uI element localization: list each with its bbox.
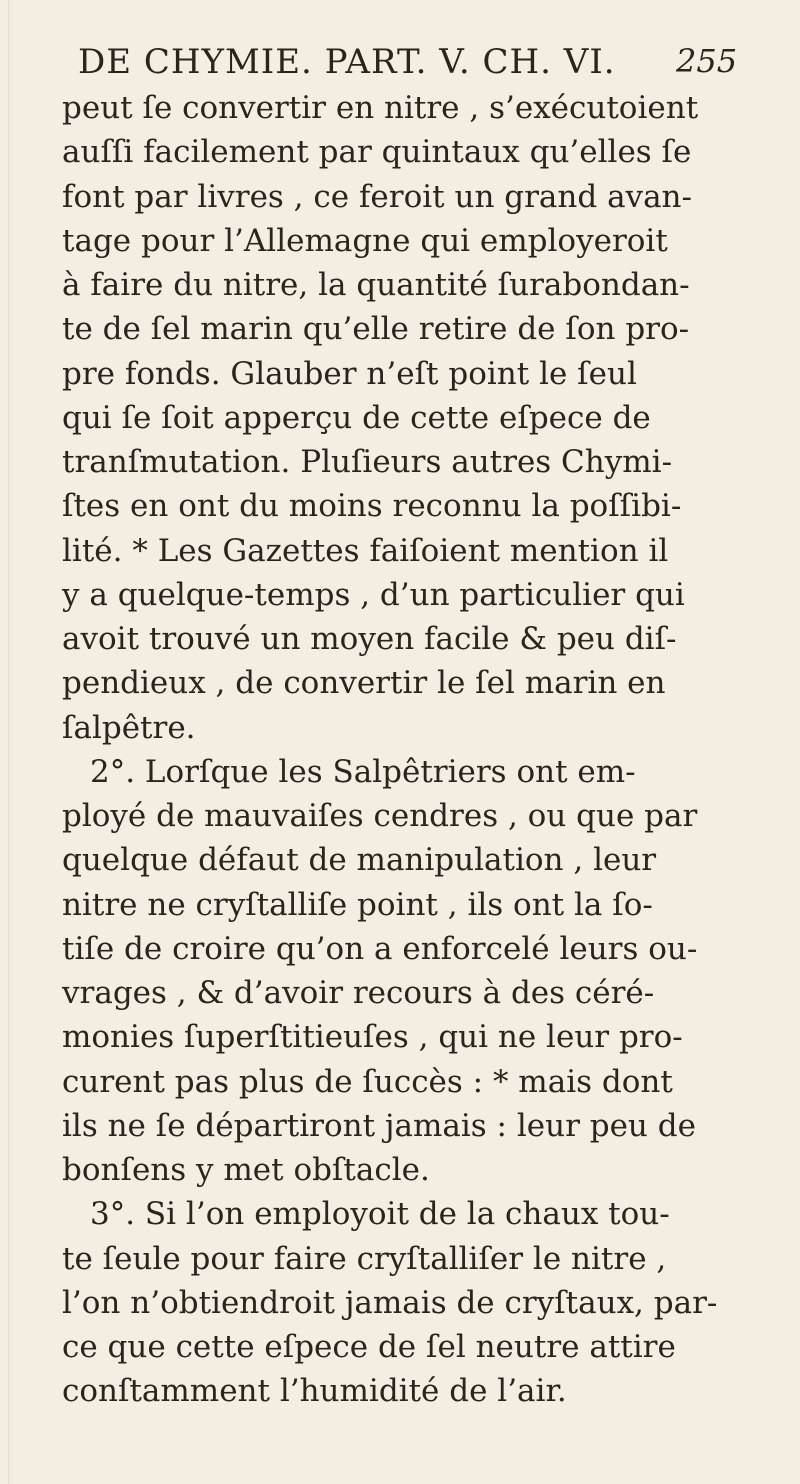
text-line: font par livres , ce feroit un grand avan- <box>62 178 692 215</box>
text-line: y a quelque-temps , d’un particulier qui <box>62 576 685 613</box>
text-line: l’on n’obtiendroit jamais de cryſtaux, par- <box>62 1284 718 1321</box>
text-line: te ſeule pour faire cryſtalliſer le nitre , <box>62 1240 667 1277</box>
running-header: DE CHYMIE. PART. V. CH. VI. <box>78 42 616 82</box>
text-line: tiſe de croire qu’on a enforcelé leurs ou- <box>62 930 698 967</box>
text-line: peut ſe convertir en nitre , s’exécutoient <box>62 90 699 126</box>
text-line: ſalpêtre. <box>62 709 196 746</box>
paragraph-start-line: 3°. Si l’on employoit de la chaux tou- <box>90 1196 670 1233</box>
paragraph-start-line: 2°. Lorſque les Salpêtriers ont em- <box>90 753 636 790</box>
text-line: ployé de mauvaiſes cendres , ou que par <box>62 798 698 834</box>
text-line: ils ne ſe départiront jamais : leur peu de <box>62 1107 696 1144</box>
text-line: monies ſuperſtitieuſes , qui ne leur pro- <box>62 1019 683 1056</box>
text-line: curent pas plus de ſuccès : * mais dont <box>62 1063 673 1100</box>
page-edge <box>8 0 9 1484</box>
text-line: lité. * Les Gazettes faiſoient mention il <box>62 532 669 569</box>
text-line: qui ſe ſoit apperçu de cette eſpece de <box>62 399 651 436</box>
text-line: tage pour l’Allemagne qui employeroit <box>62 222 668 259</box>
text-line: te de ſel marin qu’elle retire de ſon pro- <box>62 311 690 348</box>
text-line: vrages , & d’avoir recours à des céré- <box>62 975 655 1011</box>
text-line: ſtes en ont du moins reconnu la poſſibi- <box>62 488 682 525</box>
text-line: avoit trouvé un moyen facile & peu diſ- <box>62 621 677 657</box>
text-line: ce que cette eſpece de ſel neutre attire <box>62 1329 676 1365</box>
text-line: quelque défaut de manipulation , leur <box>62 842 657 879</box>
text-line: nitre ne cryſtalliſe point , ils ont la ſo- <box>62 886 653 923</box>
body-text <box>60 86 770 1414</box>
text-line: auſſi facilement par quintaux qu’elles ſe <box>62 134 692 171</box>
page-number: 255 <box>676 42 738 80</box>
text-line: conſtamment l’humidité de l’air. <box>62 1373 567 1410</box>
text-line: bonſens y met obſtacle. <box>62 1152 430 1188</box>
text-line: tranſmutation. Pluſieurs autres Chymi- <box>62 444 673 480</box>
text-line: pendieux , de convertir le ſel marin en <box>62 665 666 702</box>
text-line: pre fonds. Glauber n’eſt point le ſeul <box>62 355 637 392</box>
text-line: à faire du nitre, la quantité ſurabondan- <box>62 267 690 303</box>
